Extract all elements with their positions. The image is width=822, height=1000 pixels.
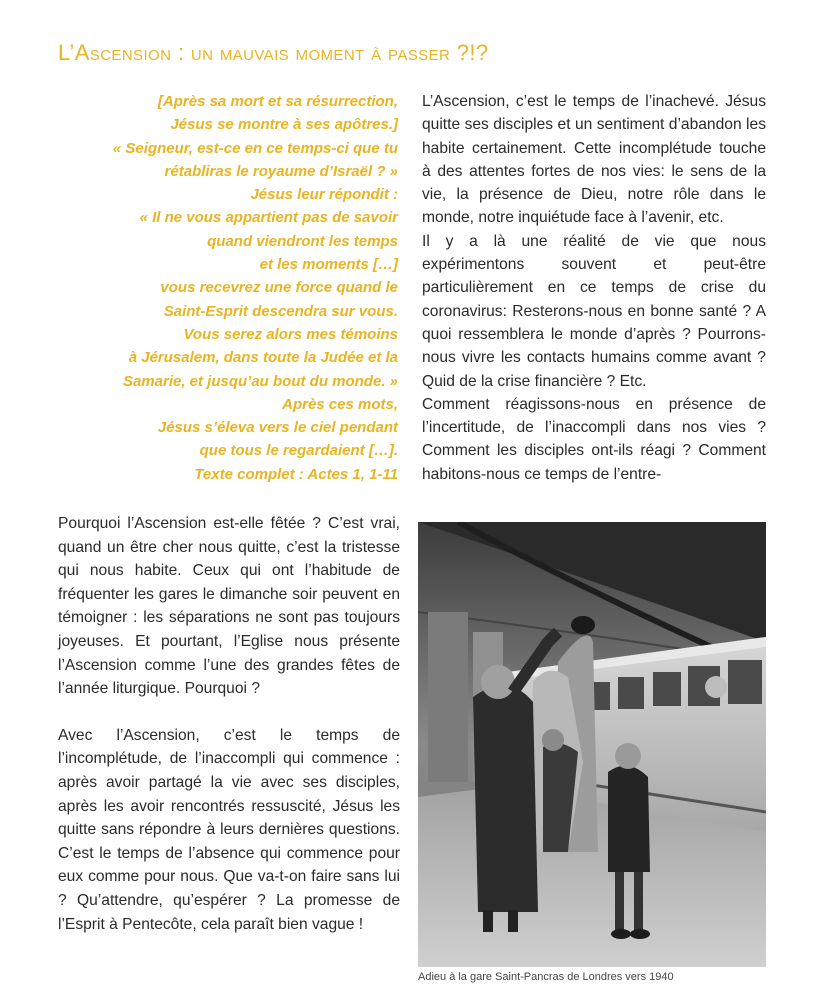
quote-line: vous recevrez une force quand le bbox=[160, 279, 398, 297]
body-paragraph: Pourquoi l’Ascension est-elle fêtée ? C’est vrai, quand un être cher nous quitte, c’est la tristesse qui nous habite. Ceux qui ont l’habitude de fréquenter les gares le dimanche soir peuvent en témoigner : les séparations ne sont pas toujours joyeuses. Et pourtant, l’Eglise nous présente l’Ascension comme l’une des grandes fêtes de l’année liturgique. Pourquoi ? bbox=[58, 515, 400, 698]
station-farewell-photo bbox=[418, 522, 766, 967]
quote-line: Jésus leur répondit : bbox=[250, 186, 398, 204]
quote-line: Jésus s’éleva vers le ciel pendant bbox=[157, 419, 398, 437]
right-column-text bbox=[422, 90, 766, 486]
page-title: L’Ascension : un mauvais moment à passer ?!? bbox=[58, 40, 489, 65]
quote-reference: Texte complet : Actes 1, 1-11 bbox=[194, 465, 398, 483]
quote-line: Samarie, et jusqu’au bout du monde. » bbox=[122, 372, 398, 390]
quote-line: que tous le regardaient […]. bbox=[199, 442, 398, 460]
left-column-text bbox=[58, 512, 400, 959]
quote-line: quand viendront les temps bbox=[207, 232, 398, 250]
quote-line: et les moments […] bbox=[259, 256, 398, 274]
quote-line: à Jérusalem, dans toute la Judée et la bbox=[128, 349, 398, 367]
quote-line: « Seigneur, est-ce en ce temps-ci que tu bbox=[112, 139, 398, 157]
quote-line: [Après sa mort et sa résurrection, bbox=[157, 93, 398, 110]
quote-line: « Il ne vous appartient pas de savoir bbox=[139, 209, 398, 227]
body-paragraph: Avec l’Ascension, c’est le temps de l’incomplétude, de l’inaccompli qui commence : après avoir partagé la vie avec ses disciples, après les avoir rencontrés ressuscité, Jésus les quitte sans répondre à leurs dernières questions. C’est le temps de l’absence qui commence pour eux comme pour nous. Que va-t-on faire sans lui ? Qu’attendre, qu’espérer ? La promesse de l’Esprit à Pentecôte, cela paraît bien vague ! bbox=[58, 726, 400, 933]
scripture-quote bbox=[58, 90, 398, 486]
body-paragraph: Il y a là une réalité de vie que nous expérimentons souvent et peut-être particulièrement en ce temps de crise du coronavirus: Resterons-nous en bonne santé ? A quoi ressemblera le monde d’après ? Pourrons-nous vivre les contacts humains comme avant ? Quid de la crise financière ? Etc. bbox=[422, 232, 766, 390]
quote-line: Après ces mots, bbox=[282, 395, 398, 413]
body-paragraph: Comment réagissons-nous en présence de l’incertitude, de l’inaccompli dans nos vies ? Comment les disciples ont-ils réagi ? Comment habitons-nous ce temps de l’entre- bbox=[422, 395, 766, 483]
quote-line: Jésus se montre à ses apôtres.] bbox=[170, 116, 398, 134]
quote-line: Saint-Esprit descendra sur vous. bbox=[163, 302, 398, 320]
quote-line: rétabliras le royaume d’Israël ? » bbox=[164, 162, 398, 180]
photo-caption: Adieu à la gare Saint-Pancras de Londres vers 1940 bbox=[418, 971, 674, 983]
body-paragraph: L’Ascension, c’est le temps de l’inachevé. Jésus quitte ses disciples et un sentiment d’abandon les habite certainement. Cette incomplétude touche à des attentes fortes de nos vies: le sens de la vie, la présence de Dieu, notre rôle dans le monde, notre inquiétude face à l’avenir, etc. bbox=[422, 93, 766, 227]
quote-line: Vous serez alors mes témoins bbox=[183, 325, 398, 343]
